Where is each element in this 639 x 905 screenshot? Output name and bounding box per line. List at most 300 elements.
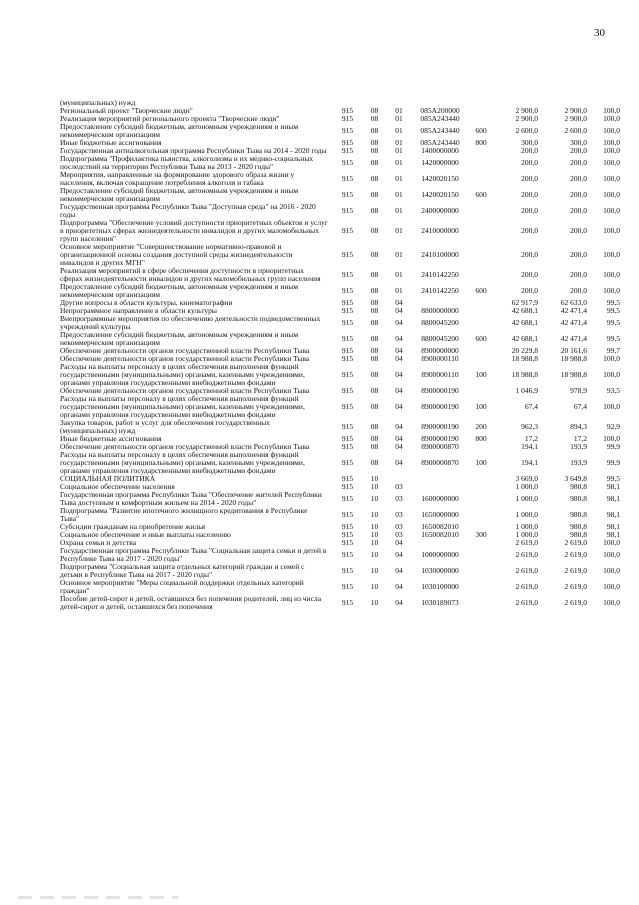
planned-amount: 200,0 [521,190,538,199]
target-article: 1600000000 [421,494,459,503]
executed-amount: 2 619,0 [564,582,587,591]
target-article: 2400000000 [421,206,459,215]
table-row [60,115,620,123]
table-row [60,355,620,363]
admin-code: 915 [341,443,354,451]
planned-amount: 194,1 [521,443,538,451]
executed-amount: 200,0 [570,250,587,259]
target-article: 8800000000 [421,307,459,315]
table-row [60,171,620,187]
executed-amount: 42 471,4 [560,334,587,343]
section-code: 08 [370,286,379,295]
executed-amount: 980,8 [570,494,587,503]
target-article [410,483,470,491]
execution-percent: 100,0 [603,250,620,259]
executed-amount: 980,8 [570,510,587,519]
row-name: Предоставление субсидий бюджетным, автономным учреждениям и иным некоммерческим организациям [60,123,299,139]
expense-type: 600 [475,126,487,135]
row-name: Обеспечение деятельности органов государственной власти Республики Тыва [60,347,310,355]
section-code: 08 [370,115,379,123]
planned-amount: 200,0 [521,158,538,167]
table-row [60,419,620,435]
table-row [60,547,620,563]
subsection-code: 04 [395,387,403,395]
subsection-code: 01 [395,190,403,199]
table-row [60,443,620,451]
section-code: 10 [370,550,379,559]
executed-amount: 67,4 [573,402,587,411]
admin-code: 915 [341,550,354,559]
subsection-code: 04 [395,347,403,355]
table-row [60,219,620,243]
row-name: Подпрограмма "Социальная защита отдельных категорий граждан и семей с детьми в Республике Тыва на 2017 - 2020 годы" [60,563,305,579]
executed-amount: 200,0 [570,270,587,279]
table-row [60,395,620,419]
row-name: Социальное обеспечение и иные выплаты населению [60,531,231,539]
budget-table [60,99,620,611]
executed-amount: 3 649,8 [564,475,587,483]
subsection-code: 04 [395,402,403,411]
execution-percent: 99,9 [606,443,620,451]
executed-amount: 42 471,4 [560,318,587,327]
row-name: Предоставление субсидий бюджетным, автономным учреждениям и иным некоммерческим организациям [60,283,299,299]
target-article: 085А200000 [420,107,460,115]
execution-percent: 100,0 [603,355,620,363]
executed-amount: 193,9 [570,443,587,451]
expense-type: 800 [475,139,487,147]
row-name: Расходы на выплаты персоналу в целях обеспечения выполнения функций государственными (муниципальными) органами, казенными учреждениями, органами управления государственными внебюджетными фондами [60,395,305,419]
section-code: 10 [370,566,379,575]
subsection-code: 01 [395,107,403,115]
executed-amount: 2 600,0 [564,126,587,135]
executed-amount: 2 619,0 [564,566,587,575]
row-name: Охрана семьи и детства [60,539,137,547]
admin-code: 915 [341,435,354,443]
planned-amount: 42 688,1 [511,307,538,315]
admin-code: 915 [341,190,354,199]
subsection-code: 04 [395,307,403,315]
table-row [60,507,620,523]
planned-amount: 2 619,0 [515,539,538,547]
execution-percent: 100,0 [603,190,620,199]
planned-amount: 200,0 [521,286,538,295]
executed-amount: 980,8 [570,531,587,539]
table-row [60,283,620,299]
target-article [410,299,470,307]
admin-code: 915 [341,494,354,503]
expense-type [470,115,492,123]
executed-amount: 18 988,8 [560,355,587,363]
subsection-code: 01 [395,147,403,155]
subsection-code [388,99,410,107]
execution-percent: 99,5 [606,299,620,307]
executed-amount: 20 161,6 [560,347,587,355]
admin-code: 915 [341,307,354,315]
target-article: 8900000190 [421,402,459,411]
table-row [60,523,620,531]
admin-code: 915 [341,523,354,531]
subsection-code: 01 [395,126,403,135]
section-code: 08 [370,318,379,327]
executed-amount: 978,9 [570,387,587,395]
row-name: Подпрограмма "Развитие ипотечного жилищного кредитования в Республике Тыва" [60,507,308,523]
execution-percent: 98,1 [606,483,620,491]
planned-amount: 1 000,0 [515,523,538,531]
target-article: 8900000110 [421,355,459,363]
expense-type: 600 [475,286,487,295]
expense-type [470,475,492,483]
subsection-code: 04 [395,355,403,363]
execution-percent: 99,5 [606,307,620,315]
planned-amount [492,99,538,107]
execution-percent: 100,0 [603,115,620,123]
admin-code: 915 [341,458,354,467]
execution-percent: 98,1 [606,531,620,539]
expense-type [470,523,492,531]
target-article: 085А243440 [420,139,460,147]
table-row [60,203,620,219]
admin-code: 915 [341,115,354,123]
row-name: Субсидии гражданам на приобретение жилья [60,523,206,531]
subsection-code: 04 [395,435,403,443]
row-name: (муниципальных) нужд [60,99,136,107]
row-name: Обеспечение деятельности органов государственной власти Республики Тыва [60,355,310,363]
section-code: 10 [370,494,379,503]
executed-amount: 17,2 [573,435,587,443]
admin-code: 915 [341,158,354,167]
table-row [60,363,620,387]
target-article: 8900000000 [421,347,459,355]
planned-amount: 18 988,8 [511,370,538,379]
row-name: Предоставление субсидий бюджетным, автономным учреждениям и иным некоммерческим организациям [60,187,299,203]
subsection-code: 04 [395,582,403,591]
section-code: 08 [370,270,379,279]
section-code: 08 [370,443,379,451]
target-article: 085А243440 [420,115,460,123]
subsection-code: 01 [395,270,403,279]
section-code: 08 [370,299,379,307]
row-name: Обеспечение деятельности органов государственной власти Республики Тыва [60,443,310,451]
executed-amount: 980,8 [570,483,587,491]
admin-code: 915 [341,147,354,155]
admin-code: 915 [341,566,354,575]
expense-type [470,563,492,579]
subsection-code: 04 [395,598,403,607]
target-article: 1030100000 [421,582,459,591]
row-name: Непрограммное направление в области культуры [60,307,217,315]
row-name: Региональный проект "Творческие люди" [60,107,193,115]
row-name: Подпрограмма "Обеспечение условий доступности приоритетных объектов и услуг в приоритетных сферах жизнедеятельности инвалидов и других маломобильных групп населения" [60,219,328,243]
execution-percent: 100,0 [603,158,620,167]
admin-code: 915 [341,387,354,395]
admin-code: 915 [341,531,354,539]
expense-type [470,171,492,187]
table-row [60,155,620,171]
expense-type [470,355,492,363]
table-row [60,243,620,267]
planned-amount: 2 600,0 [515,126,538,135]
executed-amount: 2 619,0 [564,550,587,559]
planned-amount: 1 000,0 [515,494,538,503]
table-row [60,531,620,539]
row-name: Государственная антиалкогольная программа Республики Тыва на 2014 - 2020 годы [60,147,327,155]
target-article: 1030000000 [421,566,459,575]
execution-percent: 100,0 [603,226,620,235]
admin-code: 915 [341,107,354,115]
scan-artifact [18,896,178,899]
execution-percent: 98,1 [606,510,620,519]
target-article [410,99,470,107]
section-code: 08 [370,387,379,395]
executed-amount: 200,0 [570,206,587,215]
table-row [60,483,620,491]
execution-percent: 100,0 [603,550,620,559]
section-code: 08 [370,422,379,431]
section-code: 08 [370,139,379,147]
executed-amount: 200,0 [570,158,587,167]
execution-percent: 100,0 [603,370,620,379]
target-article: 8900000870 [421,458,459,467]
section-code [361,99,388,107]
table-row [60,491,620,507]
target-article: 1000000000 [421,550,459,559]
expense-type [470,147,492,155]
planned-amount: 200,0 [521,147,538,155]
section-code: 10 [370,582,379,591]
target-article: 8900000190 [421,387,459,395]
target-article: 8800045200 [421,334,459,343]
admin-code: 915 [341,334,354,343]
planned-amount: 2 619,0 [515,598,538,607]
section-code: 08 [370,402,379,411]
subsection-code: 04 [395,539,403,547]
row-name: Реализация мероприятий регионального проекта "Творческие люди" [60,115,280,123]
planned-amount: 2 619,0 [515,550,538,559]
expense-type [470,347,492,355]
section-code: 08 [370,435,379,443]
planned-amount: 1 000,0 [515,483,538,491]
execution-percent: 99,5 [606,318,620,327]
target-article: 1650000000 [421,510,459,519]
subsection-code: 03 [395,483,403,491]
planned-amount: 300,0 [521,139,538,147]
table-row [60,539,620,547]
row-name: Основное мероприятие "Совершенствование нормативно-правовой и организационной основы создания доступной среды жизнедеятельности инвалидов и других МГН" [60,243,293,267]
admin-code: 915 [341,402,354,411]
row-name: СОЦИАЛЬНАЯ ПОЛИТИКА [60,475,156,483]
target-article: 8900000190 [421,435,459,443]
execution-percent: 100,0 [603,126,620,135]
table-row [60,387,620,395]
expense-type [470,443,492,451]
subsection-code: 04 [395,318,403,327]
row-name: Расходы на выплаты персоналу в целях обеспечения выполнения функций государственными (муниципальными) органами, казенными учреждениями, органами управления государственными внебюджетными фондами [60,451,305,475]
target-article: 1650082010 [421,531,459,539]
row-name: Предоставление субсидий бюджетным, автономным учреждениям и иным некоммерческим организациям [60,331,299,347]
subsection-code: 04 [395,566,403,575]
subsection-code: 03 [395,510,403,519]
expense-type [470,547,492,563]
executed-amount: 200,0 [570,286,587,295]
table-row [60,299,620,307]
target-article: 1420020150 [421,174,459,183]
admin-code: 915 [341,483,354,491]
target-article [410,475,470,483]
execution-percent: 99,5 [606,475,620,483]
expense-type: 600 [475,190,487,199]
target-article: 2410142250 [421,286,459,295]
table-row [60,139,620,147]
expense-type: 100 [475,458,487,467]
target-article: 8900000870 [421,443,459,451]
table-row [60,307,620,315]
admin-code: 915 [341,475,354,483]
section-code: 08 [370,174,379,183]
planned-amount: 200,0 [521,270,538,279]
admin-code: 915 [341,582,354,591]
admin-code: 915 [341,598,354,607]
table-row [60,347,620,355]
expense-type [470,307,492,315]
expense-type [470,203,492,219]
table-row [60,315,620,331]
expense-type [470,155,492,171]
expense-type [470,483,492,491]
row-name: Мероприятия, направленные на формирование здорового образа жизни у населения, включая сокращение потребления алкоголя и табака [60,171,295,187]
section-code: 08 [370,334,379,343]
planned-amount: 2 900,0 [515,115,538,123]
execution-percent: 99,7 [606,347,620,355]
planned-amount: 2 619,0 [515,582,538,591]
planned-amount: 2 619,0 [515,566,538,575]
executed-amount: 200,0 [570,190,587,199]
subsection-code: 04 [395,443,403,451]
row-name: Социальное обеспечение населения [60,483,175,491]
table-row [60,123,620,139]
execution-percent: 98,1 [606,494,620,503]
expense-type [470,107,492,115]
section-code: 08 [370,190,379,199]
admin-code: 915 [341,174,354,183]
subsection-code: 04 [395,550,403,559]
expense-type [470,387,492,395]
expense-type [470,99,492,107]
execution-percent: 100,0 [603,174,620,183]
planned-amount: 20 229,8 [511,347,538,355]
subsection-code: 01 [395,206,403,215]
execution-percent: 100,0 [603,107,620,115]
admin-code: 915 [341,250,354,259]
executed-amount: 62 633,0 [560,299,587,307]
admin-code: 915 [341,299,354,307]
table-row [60,107,620,115]
table-row [60,187,620,203]
expense-type [470,267,492,283]
execution-percent: 99,9 [606,458,620,467]
section-code: 10 [370,483,379,491]
expense-type: 100 [475,370,487,379]
executed-amount: 18 988,8 [560,370,587,379]
subsection-code: 04 [395,422,403,431]
expense-type [470,299,492,307]
admin-code: 915 [341,355,354,363]
target-article: 8900000110 [421,370,459,379]
table-row [60,435,620,443]
target-article: 8800045200 [421,318,459,327]
planned-amount: 62 917,9 [511,299,538,307]
execution-percent [587,99,620,107]
admin-code: 915 [341,206,354,215]
subsection-code: 03 [395,494,403,503]
target-article: 1420000000 [421,158,459,167]
table-row [60,331,620,347]
subsection-code: 01 [395,174,403,183]
section-code: 08 [370,250,379,259]
executed-amount: 200,0 [570,174,587,183]
executed-amount: 193,9 [570,458,587,467]
section-code: 10 [370,475,379,483]
subsection-code: 04 [395,370,403,379]
row-name: Пособие детей-сирот и детей, оставшихся без попечения родителей, лиц из числа детей-сирот и детей, оставшихся без попечения [60,595,322,611]
section-code: 08 [370,370,379,379]
target-article: 1650082010 [421,523,459,531]
section-code: 08 [370,107,379,115]
execution-percent: 100,0 [603,435,620,443]
planned-amount: 2 900,0 [515,107,538,115]
execution-percent: 98,1 [606,523,620,531]
expense-type: 600 [475,334,487,343]
row-name: Внепрограммные мероприятия по обеспечению деятельности подведомственных учреждений культуры [60,315,321,331]
expense-type: 800 [475,435,487,443]
section-code: 08 [370,158,379,167]
section-code: 10 [370,598,379,607]
admin-code: 915 [341,347,354,355]
row-name: Другие вопросы в области культуры, кинематографии [60,299,233,307]
execution-percent: 100,0 [603,598,620,607]
admin-code: 915 [341,126,354,135]
executed-amount: 2 900,0 [564,107,587,115]
row-name: Реализация мероприятий в сфере обеспечения доступности в приоритетных сферах жизнедеятельности инвалидов и других маломобильных групп населения [60,267,321,283]
subsection-code [388,475,410,483]
subsection-code: 01 [395,250,403,259]
section-code: 10 [370,539,379,547]
planned-amount: 17,2 [524,435,538,443]
planned-amount: 1 000,0 [515,510,538,519]
subsection-code: 01 [395,286,403,295]
admin-code: 915 [341,422,354,431]
expense-type [470,579,492,595]
row-name: Закупка товаров, работ и услуг для обеспечения государственных (муниципальных) нужд [60,419,271,435]
subsection-code: 01 [395,158,403,167]
table-row [60,99,620,107]
execution-percent: 93,5 [606,387,620,395]
section-code: 08 [370,126,379,135]
execution-percent: 100,0 [603,402,620,411]
execution-percent: 100,0 [603,139,620,147]
subsection-code: 04 [395,299,403,307]
subsection-code: 04 [395,334,403,343]
executed-amount: 200,0 [570,147,587,155]
admin-code: 915 [341,139,354,147]
target-article [410,539,470,547]
table-row [60,267,620,283]
row-name: Государственная программа Республики Тыва "Социальная защита семьи и детей в Республике Тыва на 2017 - 2020 годы" [60,547,327,563]
planned-amount: 200,0 [521,226,538,235]
section-code: 08 [370,347,379,355]
executed-amount: 2 619,0 [564,539,587,547]
subsection-code: 03 [395,523,403,531]
expense-type: 200 [475,422,487,431]
